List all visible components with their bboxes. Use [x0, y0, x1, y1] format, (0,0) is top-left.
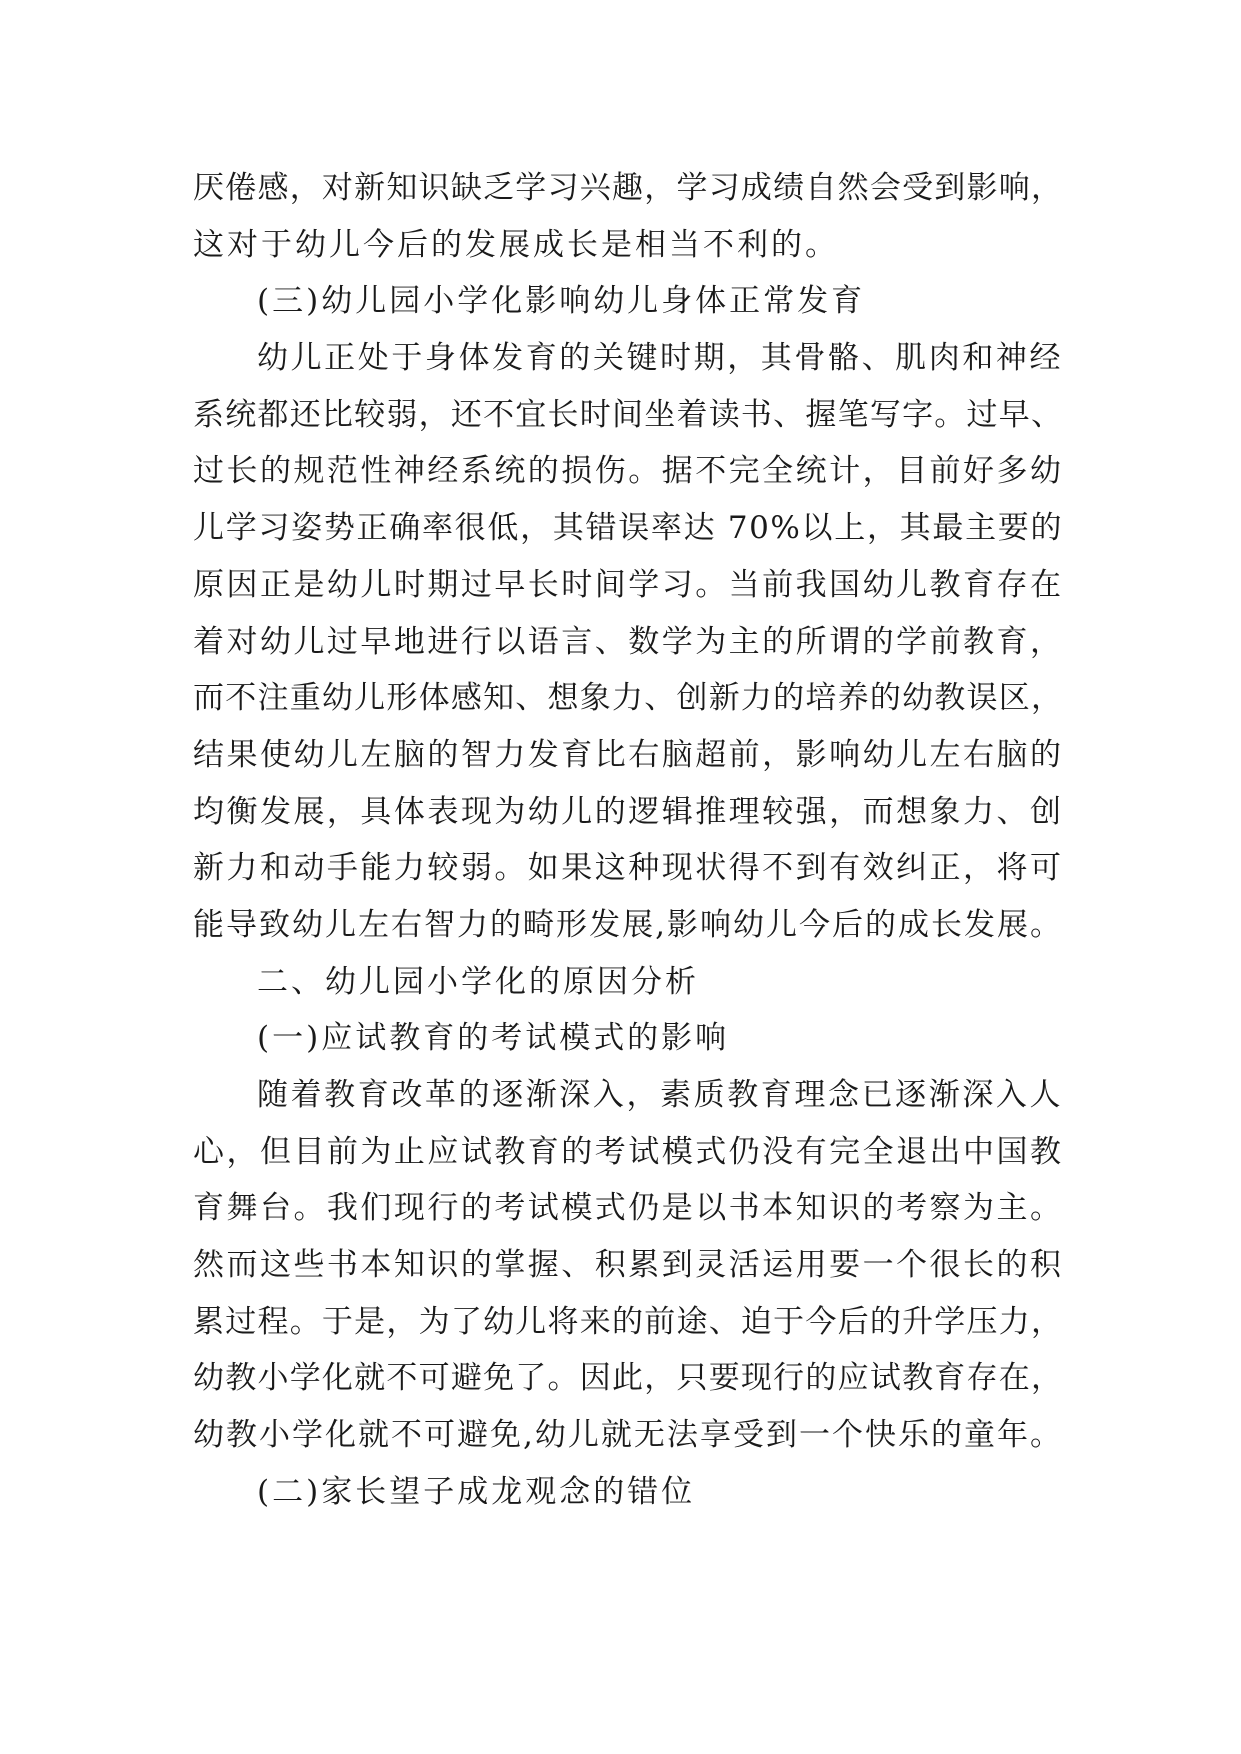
- chapter-heading: 二、幼儿园小学化的原因分析: [257, 963, 699, 1000]
- text-line: 系统都还比较弱，还不宜长时间坐着读书、握笔写字。过早、: [193, 396, 1063, 433]
- text-line: 新力和动手能力较弱。如果这种现状得不到有效纠正，将可: [193, 850, 1063, 887]
- section-heading: (一)应试教育的考试模式的影响: [257, 1020, 730, 1057]
- document-body: [193, 160, 1063, 1521]
- paragraph-first-line: 随着教育改革的逐渐深入，素质教育理念已逐渐深入人: [257, 1077, 1063, 1113]
- paragraph-first-line: 幼儿正处于身体发育的关键时期，其骨骼、肌肉和神经: [257, 340, 1063, 377]
- text-line: 儿学习姿势正确率很低，其错误率达 70%以上，其最主要的: [193, 510, 1063, 547]
- text-line: 累过程。于是，为了幼儿将来的前途、迫于今后的升学压力，: [193, 1303, 1063, 1340]
- text-line: 着对幼儿过早地进行以语言、数学为主的所谓的学前教育，: [193, 623, 1063, 660]
- text-line: 然而这些书本知识的掌握、积累到灵活运用要一个很长的积: [193, 1247, 1063, 1284]
- text-line: 而不注重幼儿形体感知、想象力、创新力的培养的幼教误区，: [193, 680, 1063, 717]
- text-line: 心，但目前为止应试教育的考试模式仍没有完全退出中国教: [193, 1133, 1063, 1170]
- text-line: 原因正是幼儿时期过早长时间学习。当前我国幼儿教育存在: [193, 566, 1063, 603]
- text-line: 均衡发展，具体表现为幼儿的逻辑推理较强，而想象力、创: [193, 793, 1063, 830]
- section-heading: (三)幼儿园小学化影响幼儿身体正常发育: [257, 283, 866, 320]
- text-line: 过长的规范性神经系统的损伤。据不完全统计，目前好多幼: [193, 453, 1063, 490]
- text-line: 厌倦感，对新知识缺乏学习兴趣，学习成绩自然会受到影响，: [193, 170, 1063, 206]
- text-line: 幼教小学化就不可避免,幼儿就无法享受到一个快乐的童年。: [193, 1417, 1063, 1454]
- text-line: 这对于幼儿今后的发展成长是相当不利的。: [193, 226, 839, 263]
- text-line: 育舞台。我们现行的考试模式仍是以书本知识的考察为主。: [193, 1190, 1063, 1227]
- text-line: 能导致幼儿左右智力的畸形发展,影响幼儿今后的成长发展。: [193, 906, 1063, 943]
- section-heading: (二)家长望子成龙观念的错位: [257, 1473, 696, 1510]
- text-line: 结果使幼儿左脑的智力发育比右脑超前，影响幼儿左右脑的: [193, 736, 1063, 773]
- text-line: 幼教小学化就不可避免了。因此，只要现行的应试教育存在，: [193, 1360, 1063, 1397]
